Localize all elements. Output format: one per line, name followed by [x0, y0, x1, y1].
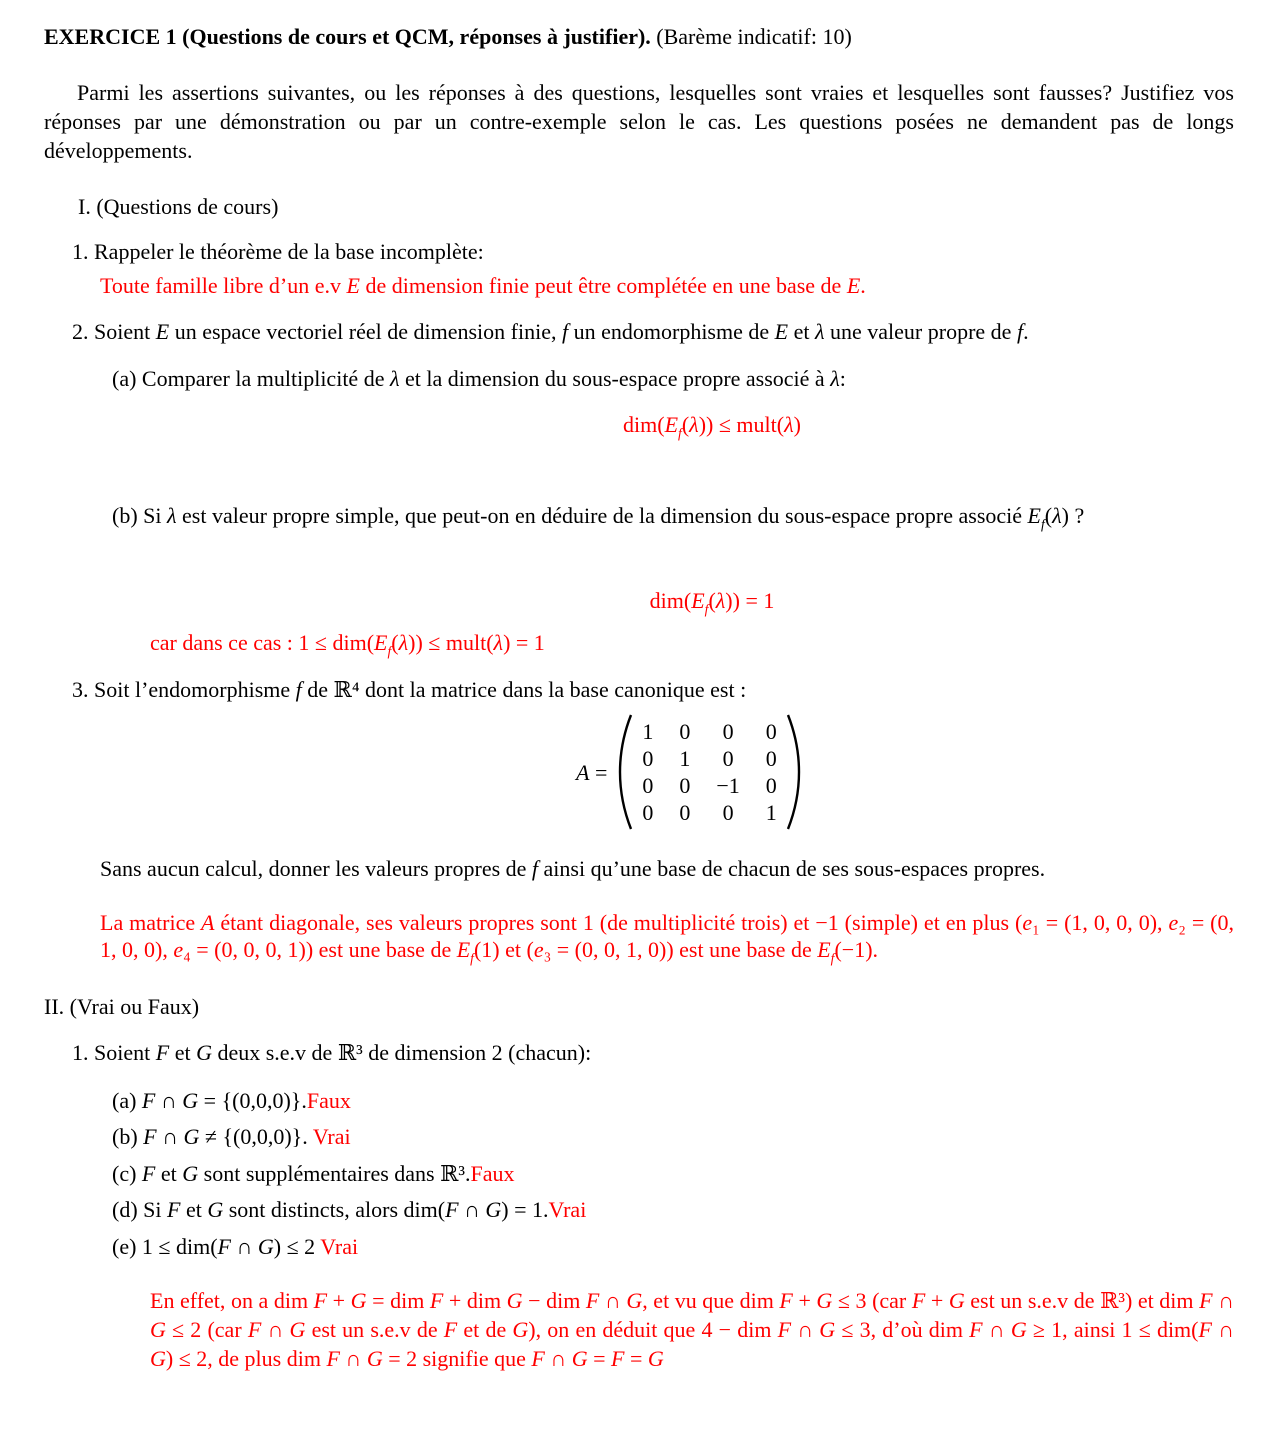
answer-3 [100, 909, 1235, 966]
text-segment: ≥ 1, ainsi 1 ≤ dim( [1026, 1317, 1199, 1342]
text-segment: ∩ [261, 1317, 290, 1342]
text-segment: F [969, 1317, 983, 1342]
answer-2b-detail [150, 628, 545, 657]
text-segment: G [182, 1088, 199, 1113]
text-segment: II. (Vrai ou Faux) [44, 994, 200, 1019]
text-segment: E [456, 937, 471, 962]
matrix-cell: 1 [642, 719, 654, 744]
section-i-heading [78, 192, 278, 221]
question-3-instruction [100, 854, 1045, 883]
text-segment: f [295, 677, 302, 702]
text-segment: λ [689, 412, 699, 437]
text-segment: . [1023, 319, 1029, 344]
text-segment: G [948, 1288, 965, 1313]
text-segment: λ [493, 630, 504, 655]
matrix-cell: 0 [679, 773, 691, 798]
text-segment: 2. Soient [72, 319, 156, 344]
text-segment: et de [457, 1317, 513, 1342]
text-segment: (d) Si [112, 1197, 167, 1222]
text-segment: = [624, 1346, 648, 1371]
matrix-right-paren-icon [785, 712, 802, 832]
text-segment: F [141, 1161, 156, 1186]
text-segment: = [587, 1346, 612, 1371]
text-segment: F [217, 1234, 231, 1259]
text-segment: ₄ = (0, 0, 0, 1)) est une base de [183, 937, 457, 962]
text-segment: = [589, 759, 608, 785]
text-segment: deux s.e.v de ℝ³ de dimension 2 (chacun): [211, 1040, 592, 1065]
matrix-cell: 1 [765, 800, 777, 825]
text-segment: et [155, 1161, 183, 1186]
text-segment: = 2 signifie que [382, 1346, 532, 1371]
section-ii-heading [44, 992, 199, 1021]
question-1 [72, 237, 484, 266]
text-segment: e [1022, 910, 1033, 935]
matrix-cell: 0 [642, 800, 654, 825]
text-segment: A [201, 910, 215, 935]
text-segment: E [846, 273, 861, 298]
statement-a [112, 1086, 351, 1115]
text-segment: E [664, 412, 679, 437]
text-segment: G [150, 1317, 166, 1342]
text-segment: G [571, 1346, 588, 1371]
text-segment: EXERCICE 1 (Questions de cours et QCM, réponses à justifier). [44, 24, 651, 49]
text-segment: sont supplémentaires dans ℝ³. [198, 1161, 471, 1186]
text-segment: G [207, 1197, 224, 1222]
question-2b [112, 501, 1084, 530]
text-segment: f [531, 856, 539, 881]
text-segment: ₁ = (1, 0, 0, 0), [1032, 910, 1169, 935]
text-segment: F [141, 1088, 156, 1113]
text-segment: = dim [366, 1288, 430, 1313]
text-segment: F [531, 1346, 545, 1371]
text-segment: Faux [470, 1161, 515, 1186]
text-segment: ) = 1. [501, 1197, 549, 1222]
text-segment: F [1199, 1288, 1213, 1313]
text-segment: car dans ce cas : 1 ≤ dim( [150, 630, 375, 655]
text-segment: ∩ [982, 1317, 1011, 1342]
matrix-cell: 0 [679, 800, 691, 825]
text-segment: ) [793, 412, 801, 437]
text-segment: (1) et ( [473, 937, 534, 962]
text-segment: ₂ = (0, 1, 0, 0), [100, 910, 1235, 962]
text-segment: G [289, 1317, 306, 1342]
text-segment: (a) [112, 1088, 142, 1113]
text-segment: G [183, 1124, 200, 1149]
text-segment: F [313, 1288, 328, 1313]
text-segment: étant diagonale, ses valeurs propres sont 1 (de multiplicité trois) et −1 (simple) et en plus ( [214, 910, 1023, 935]
text-segment: G [196, 1040, 212, 1065]
text-segment: ), on en déduit que 4 − dim [528, 1317, 778, 1342]
text-segment: ( [1044, 503, 1053, 528]
text-segment: G [512, 1317, 529, 1342]
text-segment: ∩ [458, 1197, 486, 1222]
text-segment: F [777, 1317, 792, 1342]
text-segment: )) ≤ mult( [698, 412, 785, 437]
text-segment: est valeur propre simple, que peut-on en déduire de la dimension du sous-espace propre associé [176, 503, 1028, 528]
text-segment: G [485, 1197, 502, 1222]
text-segment: ainsi qu’une base de chacun de ses sous-espaces propres. [538, 856, 1046, 881]
text-segment: E [155, 319, 170, 344]
question-2a [112, 364, 846, 393]
text-segment: G [816, 1288, 833, 1313]
text-segment: E [774, 319, 789, 344]
text-segment: G [506, 1288, 523, 1313]
text-segment: + [792, 1288, 817, 1313]
text-segment: + dim [443, 1288, 507, 1313]
text-segment: E [1027, 503, 1041, 528]
text-segment: ) = 1 [503, 630, 545, 655]
text-segment: G [182, 1161, 199, 1186]
text-segment: f [561, 319, 569, 344]
matrix-cell: 0 [642, 746, 654, 771]
text-segment: e [1168, 910, 1179, 935]
matrix-cell: 0 [679, 719, 691, 744]
text-segment: sont distincts, alors dim( [223, 1197, 446, 1222]
text-segment: E [374, 630, 388, 655]
text-segment: ∩ [599, 1288, 627, 1313]
text-segment: F [911, 1288, 926, 1313]
text-segment: ( [391, 630, 399, 655]
text-segment: ∩ [156, 1124, 184, 1149]
text-segment: . [860, 273, 866, 298]
equation-dim-eq-1 [186, 586, 1238, 615]
text-segment: F [445, 1197, 459, 1222]
matrix-cell: 0 [722, 719, 734, 744]
text-segment: ₃ = (0, 0, 1, 0)) est une base de [543, 937, 818, 962]
exercise-title [44, 22, 852, 51]
statement-d [112, 1195, 586, 1224]
text-segment: ∩ [1211, 1317, 1235, 1342]
text-segment: Vrai [312, 1124, 351, 1149]
text-segment: e [533, 937, 544, 962]
matrix-left-paren-icon [617, 712, 634, 832]
text-segment: λ [167, 503, 177, 528]
matrix-cell: −1 [716, 773, 740, 798]
text-segment: un espace vectoriel réel de dimension finie, [169, 319, 562, 344]
text-segment: λ [1052, 503, 1062, 528]
text-segment: G [350, 1288, 367, 1313]
text-segment: ) ≤ 2 [273, 1234, 321, 1259]
text-segment: dim( [649, 588, 692, 613]
text-segment: (e) 1 ≤ dim( [112, 1234, 218, 1259]
text-segment: λ [814, 319, 825, 344]
text-segment: G [150, 1346, 166, 1371]
text-segment: En effet, on a dim [150, 1288, 314, 1313]
text-segment: )) = 1 [725, 588, 775, 613]
text-segment: La matrice [100, 910, 202, 935]
text-segment: F [443, 1317, 458, 1342]
matrix-cell: 0 [722, 746, 734, 771]
text-segment: et [788, 319, 815, 344]
text-segment: ∩ [339, 1346, 367, 1371]
text-segment: f [470, 950, 474, 966]
text-segment: de dimension finie peut être complétée en une base de [359, 273, 847, 298]
text-segment: est un s.e.v de ℝ³) et dim [964, 1288, 1200, 1313]
answer-1 [100, 271, 866, 300]
text-segment: − dim [522, 1288, 586, 1313]
intro-paragraph [44, 78, 1234, 165]
text-segment: , et vu que dim [642, 1288, 780, 1313]
text-segment: f [1016, 319, 1024, 344]
text-segment: Parmi les assertions suivantes, ou les réponses à des questions, lesquelles sont vraies et lesquelles sont fausses? Justifiez vos réponses par une démonstration ou par un contre-exemple selon le cas. Les questions posées ne demandent pas de longs développements. [44, 80, 1234, 163]
statement-e [112, 1232, 358, 1261]
text-segment: F [155, 1040, 170, 1065]
question-2 [72, 317, 1029, 346]
text-segment: G [366, 1346, 383, 1371]
text-segment: Toute famille libre d’un e.v [100, 273, 347, 298]
text-segment: F [326, 1346, 340, 1371]
matrix-cell: 0 [722, 800, 734, 825]
text-segment: ) ≤ 2, de plus dim [165, 1346, 327, 1371]
matrix-cell: 0 [642, 773, 654, 798]
text-segment: ∩ [1212, 1288, 1234, 1313]
text-segment: 1. Rappeler le théorème de la base incomplète: [72, 239, 484, 264]
question-3 [72, 675, 746, 704]
text-segment: et [169, 1040, 197, 1065]
text-segment: F [143, 1124, 157, 1149]
text-segment: E [817, 937, 831, 962]
text-segment: F [247, 1317, 262, 1342]
statement-b [112, 1122, 351, 1151]
text-segment: 1. Soient [72, 1040, 156, 1065]
text-segment: G [626, 1288, 643, 1313]
text-segment: F [585, 1288, 600, 1313]
text-segment: Vrai [320, 1234, 359, 1259]
matrix-cell: 1 [679, 746, 691, 771]
equation-dim-leq-mult [186, 410, 1238, 439]
text-segment: et [180, 1197, 208, 1222]
text-segment: ∩ [231, 1234, 258, 1259]
matrix-cell: 0 [765, 773, 777, 798]
text-segment: ≤ 3 (car [832, 1288, 912, 1313]
text-segment: ≤ 3, d’où dim [835, 1317, 970, 1342]
matrix-cell: 0 [765, 746, 777, 771]
text-segment: λ [715, 588, 726, 613]
text-segment: (c) [112, 1161, 142, 1186]
question-ii-1 [72, 1038, 591, 1067]
text-segment: λ [389, 366, 400, 391]
matrix-grid [634, 716, 784, 828]
text-segment: E [691, 588, 705, 613]
text-segment: F [429, 1288, 444, 1313]
text-segment: : [839, 366, 846, 391]
text-segment: f [1041, 516, 1045, 532]
text-segment: G [647, 1346, 664, 1371]
text-segment: (a) Comparer la multiplicité de [112, 366, 390, 391]
text-segment: G [257, 1234, 274, 1259]
text-segment: ( [708, 588, 716, 613]
text-segment: F [167, 1197, 181, 1222]
text-segment: ≤ 2 (car [165, 1317, 248, 1342]
text-segment: dim( [623, 412, 665, 437]
text-segment: (b) [112, 1124, 144, 1149]
text-segment: + [327, 1288, 351, 1313]
text-segment: ∩ [544, 1346, 572, 1371]
matrix-label [576, 758, 607, 787]
text-segment: une valeur propre de [824, 319, 1017, 344]
text-segment: = {(0,0,0)}. [198, 1088, 307, 1113]
answer-justification [150, 1286, 1234, 1373]
text-segment: λ [398, 630, 409, 655]
text-segment: ≠ {(0,0,0)}. [199, 1124, 313, 1149]
matrix-cell: 0 [765, 719, 777, 744]
text-segment: E [346, 273, 360, 298]
text-segment: + [925, 1288, 949, 1313]
text-segment: λ [784, 412, 794, 437]
text-segment: (b) Si [112, 503, 167, 528]
text-segment: et la dimension du sous-espace propre associé à [399, 366, 831, 391]
text-segment: de ℝ⁴ dont la matrice dans la base canonique est : [301, 677, 747, 702]
text-segment: f [678, 425, 682, 441]
text-segment: Faux [306, 1088, 351, 1113]
text-segment: est un s.e.v de [305, 1317, 444, 1342]
text-segment: ∩ [791, 1317, 820, 1342]
text-segment: G [819, 1317, 836, 1342]
text-segment: 3. Soit l’endomorphisme [72, 677, 296, 702]
text-segment: ) ? [1061, 503, 1085, 528]
text-segment: λ [830, 366, 840, 391]
text-segment: F [779, 1288, 793, 1313]
statement-c [112, 1159, 515, 1188]
text-segment: ∩ [155, 1088, 183, 1113]
text-segment: f [830, 950, 835, 966]
text-segment: )) ≤ mult( [408, 630, 494, 655]
text-segment: F [611, 1346, 625, 1371]
text-segment: ( [681, 412, 690, 437]
text-segment: un endomorphisme de [568, 319, 775, 344]
text-segment: G [1010, 1317, 1027, 1342]
text-segment: F [1198, 1317, 1212, 1342]
text-segment: I. (Questions de cours) [78, 194, 279, 219]
text-segment: (Barème indicatif: 10) [650, 24, 852, 49]
text-segment: A [576, 759, 590, 785]
matrix-display [576, 712, 802, 832]
text-segment: f [387, 643, 392, 659]
text-segment: f [704, 601, 709, 617]
text-segment: Sans aucun calcul, donner les valeurs propres de [100, 856, 532, 881]
text-segment: (−1). [834, 937, 879, 962]
text-segment: e [173, 937, 184, 962]
text-segment: Vrai [548, 1197, 587, 1222]
